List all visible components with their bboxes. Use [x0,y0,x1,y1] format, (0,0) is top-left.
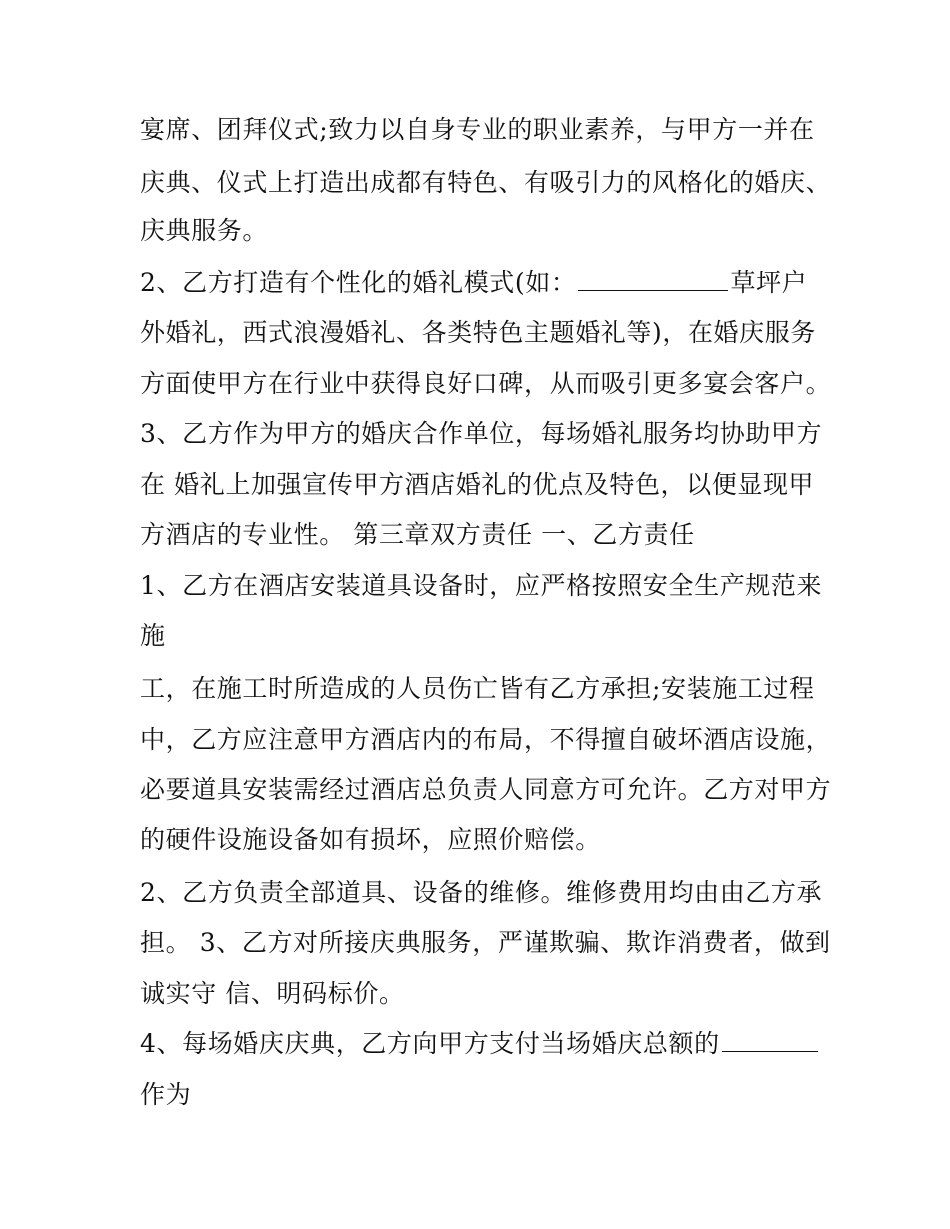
text-line: 必要道具安装需经过酒店总负责人同意方可允许。乙方对甲方 [140,775,832,804]
text-line: 施 [140,621,166,650]
text-line: 作为 [140,1080,192,1109]
text-line: 工，在施工时所造成的人员伤亡皆有乙方承担;安装施工过程 [140,674,815,703]
text-segment: 2、乙方打造有个性化的婚礼模式(如： [140,268,577,297]
text-line: 庆典服务。 [140,216,269,245]
text-line-with-blank [140,1029,820,1059]
text-line: 中，乙方应注意甲方酒店内的布局，不得擅自破坏酒店设施， [140,725,832,754]
text-line: 2、乙方负责全部道具、设备的维修。维修费用均由由乙方承 [140,878,823,907]
fill-in-blank[interactable] [578,270,728,291]
text-line: 庆典、仪式上打造出成都有特色、有吸引力的风格化的婚庆、 [140,168,832,197]
text-line: 诚实守 信、明码标价。 [140,979,405,1008]
text-line: 1、乙方在酒店安装道具设备时，应严格按照安全生产规范来 [140,571,823,600]
text-line: 3、乙方作为甲方的婚庆合作单位，每场婚礼服务均协助甲方 [140,419,823,448]
text-line: 外婚礼，西式浪漫婚礼、各类特色主题婚礼等)，在婚庆服务 [140,318,816,347]
text-line: 担。 3、乙方对所接庆典服务，严谨欺骗、欺诈消费者，做到 [140,928,831,957]
text-line: 方面使甲方在行业中获得良好口碑，从而吸引更多宴会客户。 [140,369,832,398]
fill-in-blank[interactable] [722,1031,818,1052]
text-line: 在 婚礼上加强宣传甲方酒店婚礼的优点及特色，以便显现甲 [140,470,815,499]
text-line: 的硬件设施设备如有损坏，应照价赔偿。 [140,825,601,854]
text-segment: 4、每场婚庆庆典，乙方向甲方支付当场婚庆总额的 [140,1029,720,1058]
text-line: 方酒店的专业性。 第三章双方责任 一、乙方责任 [140,520,695,549]
text-segment: 草坪户 [730,268,808,297]
text-line-with-blank [140,268,807,298]
text-line: 宴席、团拜仪式;致力以自身专业的职业素养，与甲方一并在 [140,115,815,144]
